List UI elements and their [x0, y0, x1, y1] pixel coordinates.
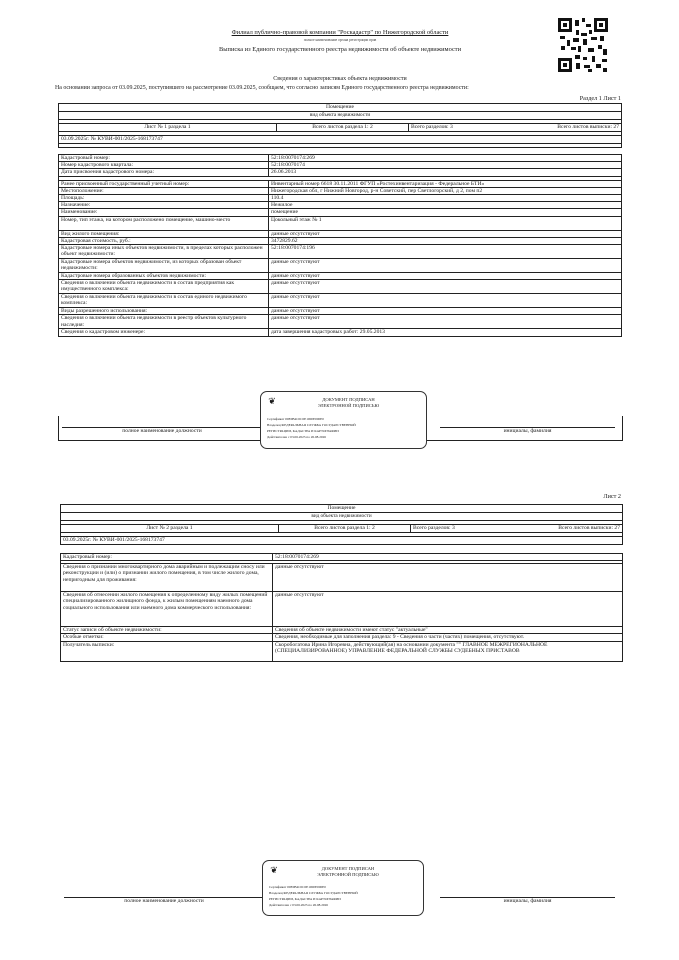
position-caption: полное наименование должности	[122, 428, 202, 434]
field-label: Получатель выписки:	[61, 641, 273, 661]
field-value: Сведения, необходимые для заполнения раздела: 9 - Сведения о части (частях) помещения, отсутствуют.	[273, 634, 623, 641]
page1-fields	[58, 154, 622, 337]
object-type: Помещение	[59, 104, 622, 112]
table-row	[61, 592, 623, 627]
field-label: Сведения о включении объекта недвижимости в состав единого недвижимого комплекса:	[59, 294, 269, 308]
field-value: 52:18:0070174:269	[269, 155, 622, 162]
table-row	[59, 273, 622, 280]
page2-sections-total: Всего разделов: 3	[413, 525, 455, 531]
table-row	[59, 280, 622, 294]
field-value: данные отсутствуют	[269, 308, 622, 315]
table-row	[61, 554, 623, 561]
doc-number: 03.09.2025г. № КУВИ-001/2025-168173747	[59, 136, 622, 144]
stamp-owner-cont: РЕГИСТРАЦИИ, КАДАСТРА И КАРТОГРАФИИ	[267, 429, 339, 433]
field-value: Скоробогатова Ирина Игоревна, действующий(ая) на основании документа "" ГЛАВНОЕ МЕЖРЕГИОНАЛЬНОЕ (СПЕЦИАЛИЗИРОВАННОЕ) УПРАВЛЕНИЕ ФЕДЕРАЛЬНОЙ СЛУЖБЫ СУДЕБНЫХ ПРИСТАВОВ	[273, 641, 623, 661]
section-sheet-label: Раздел 1 Лист 1	[579, 95, 621, 102]
field-label: Кадастровые номера иных объектов недвижимости, в пределах которых расположен объект недвижимости:	[59, 245, 269, 259]
page2-initials-caption: инициалы, фамилия	[503, 898, 552, 904]
field-value: Нежилое	[269, 202, 622, 209]
page2-position-caption: полное наименование должности	[124, 898, 204, 904]
field-value: Цокольный этаж № 1	[269, 216, 622, 230]
agency-line: Филиал публично-правовой компании "Роскадастр" по Нижегородской области	[231, 29, 449, 36]
field-label: Ранее присвоенный государственный учетный номер:	[59, 180, 269, 187]
initials-caption: инициалы, фамилия	[503, 428, 552, 434]
field-label: Вид жилого помещения:	[59, 230, 269, 237]
field-label: Кадастровая стоимость, руб.:	[59, 237, 269, 244]
field-label: Местоположение:	[59, 187, 269, 194]
stamp-validity: Действителен с 03.06.2025 по 26.08.2026	[267, 435, 326, 439]
table-row	[59, 308, 622, 315]
field-label: Статус записи об объекте недвижимости:	[61, 627, 273, 634]
field-label: Наименование:	[59, 209, 269, 216]
field-value: помещение	[269, 209, 622, 216]
table-row	[59, 202, 622, 209]
stamp-certificate: Сертификат 00Е0В4С0С0Е1000Е000Е0	[269, 885, 326, 889]
table-row	[59, 315, 622, 329]
stamp-subtitle: ЭЛЕКТРОННОЙ ПОДПИСЬЮ	[317, 403, 380, 408]
field-value: Нижегородская обл, г Нижний Новгород, р-н Советский, пер Светлогорский, д 2, пом п2	[269, 187, 622, 194]
stamp-certificate: Сертификат 00Е0В4С0С0Е1000Е000Е0	[267, 417, 324, 421]
table-row	[59, 245, 622, 259]
table-row	[59, 155, 622, 162]
field-value: Сведения об объекте недвижимости имеют статус "актуальные"	[273, 627, 623, 634]
field-value: 3472829.62	[269, 237, 622, 244]
sections-total: Всего разделов: 3	[411, 124, 453, 130]
eagle-emblem-icon: ❦	[268, 396, 276, 406]
table-row	[59, 294, 622, 308]
field-label: Сведения об отнесении жилого помещения к определенному виду жилых помещений специализированного жилищного фонда, к жилым помещениям наемного дома социального использования или наемного дома коммерческого использования:	[61, 592, 273, 627]
page2-doc-number: 03.09.2025г. № КУВИ-001/2025-168173747	[61, 537, 623, 545]
qr-code-icon	[558, 18, 608, 72]
stamp-owner: Владелец ФЕДЕРАЛЬНАЯ СЛУЖБА ГОСУДАРСТВЕННОЙ	[267, 423, 356, 427]
field-label: Сведения о включении объекта недвижимости в состав предприятия как имущественного комплекса:	[59, 280, 269, 294]
page2-table	[60, 504, 623, 545]
field-value: данные отсутствуют	[269, 259, 622, 273]
table-row	[59, 180, 622, 187]
field-label: Виды разрешенного использования:	[59, 308, 269, 315]
e-signature-stamp	[260, 391, 427, 449]
stamp-owner-cont: РЕГИСТРАЦИИ, КАДАСТРА И КАРТОГРАФИИ	[269, 897, 341, 901]
field-label: Кадастровые номера образованных объектов недвижимости:	[59, 273, 269, 280]
field-value: данные отсутствуют	[269, 294, 622, 308]
field-value: 52:18:0070174:269	[273, 554, 623, 561]
field-value: данные отсутствуют	[273, 592, 623, 627]
field-value: данные отсутствуют	[269, 280, 622, 294]
agency-caption: полное наименование органа регистрации прав	[303, 38, 377, 42]
page2-object-type-caption: вид объекта недвижимости	[61, 513, 623, 521]
page2-extract-sheets-total: Всего листов выписки: 27	[558, 525, 621, 531]
sheets-total: Всего листов раздела 1: 2	[277, 124, 409, 132]
page2-sheet-label: Лист 2	[603, 493, 621, 500]
page1-table	[58, 103, 622, 148]
field-value: данные отсутствуют	[273, 564, 623, 592]
field-value: 26.06.2013	[269, 169, 622, 176]
table-row	[61, 634, 623, 641]
stamp-title: ДОКУМЕНТ ПОДПИСАН	[321, 866, 375, 871]
table-row	[61, 641, 623, 661]
table-row	[59, 259, 622, 273]
object-type-caption: вид объекта недвижимости	[59, 112, 622, 120]
field-label: Номер, тип этажа, на котором расположено помещение, машино-место	[59, 216, 269, 230]
table-row	[61, 564, 623, 592]
field-label: Кадастровый номер:	[61, 554, 273, 561]
table-row	[59, 216, 622, 230]
page2-sheets-total: Всего листов раздела 1: 2	[279, 525, 411, 533]
field-value: 52:18:0070174:196	[269, 245, 622, 259]
field-label: Кадастровые номера объектов недвижимости, из которых образован объект недвижимости:	[59, 259, 269, 273]
table-row	[59, 162, 622, 169]
field-label: Дата присвоения кадастрового номера:	[59, 169, 269, 176]
field-label: Сведения о признании многоквартирного дома аварийным и подлежащим сносу или реконструкции и (или) о признании жилого помещения, в том числе жилого дома, непригодным для проживания:	[61, 564, 273, 592]
extract-sheets-total: Всего листов выписки: 27	[557, 124, 620, 130]
field-label: Особые отметки:	[61, 634, 273, 641]
page2-object-type: Помещение	[61, 505, 623, 513]
basis-text: На основании запроса от 03.09.2025, поступившего на рассмотрение 03.09.2025, сообщаем, что согласно записям Единого государственного реестра недвижимости:	[55, 85, 469, 91]
stamp-title: ДОКУМЕНТ ПОДПИСАН	[322, 397, 375, 402]
field-value: Инвентарный номер 6618 30.11.2011 ФГУП «Ростехинвентаризация - Федеральное БТИ»	[269, 180, 622, 187]
table-row	[61, 627, 623, 634]
field-label: Сведения о кадастровом инженере:	[59, 329, 269, 336]
table-row	[59, 187, 622, 194]
table-row	[59, 230, 622, 237]
table-row	[59, 237, 622, 244]
field-value: 52:18:0070174	[269, 162, 622, 169]
stamp-owner: Владелец ФЕДЕРАЛЬНАЯ СЛУЖБА ГОСУДАРСТВЕННОЙ	[269, 891, 358, 895]
page2-fields	[60, 553, 623, 662]
field-value: данные отсутствуют	[269, 315, 622, 329]
stamp-validity: Действителен с 03.06.2025 по 26.08.2026	[269, 903, 328, 907]
stamp-subtitle: ЭЛЕКТРОННОЙ ПОДПИСЬЮ	[317, 872, 379, 877]
table-row	[59, 169, 622, 176]
sheet-number: Лист № 1 раздела 1	[59, 124, 277, 132]
field-value: дата завершения кадастровых работ: 29.05.2013	[269, 329, 622, 336]
section-title: Сведения о характеристиках объекта недвижимости	[273, 76, 407, 82]
field-label: Площадь:	[59, 195, 269, 202]
field-label: Номер кадастрового квартала:	[59, 162, 269, 169]
field-value: данные отсутствуют	[269, 273, 622, 280]
table-row	[59, 329, 622, 336]
table-row	[59, 195, 622, 202]
field-label: Назначение:	[59, 202, 269, 209]
field-label: Кадастровый номер:	[59, 155, 269, 162]
eagle-emblem-icon: ❦	[270, 865, 278, 875]
field-value: данные отсутствуют	[269, 230, 622, 237]
field-value: 110.4	[269, 195, 622, 202]
page2-sheet-number: Лист № 2 раздела 1	[61, 525, 279, 533]
page2-e-signature-stamp	[262, 860, 424, 916]
extract-title: Выписка из Единого государственного реестра недвижимости об объекте недвижимости	[218, 46, 461, 53]
field-label: Сведения о включении объекта недвижимости в реестр объектов культурного наследия:	[59, 315, 269, 329]
table-row	[59, 209, 622, 216]
